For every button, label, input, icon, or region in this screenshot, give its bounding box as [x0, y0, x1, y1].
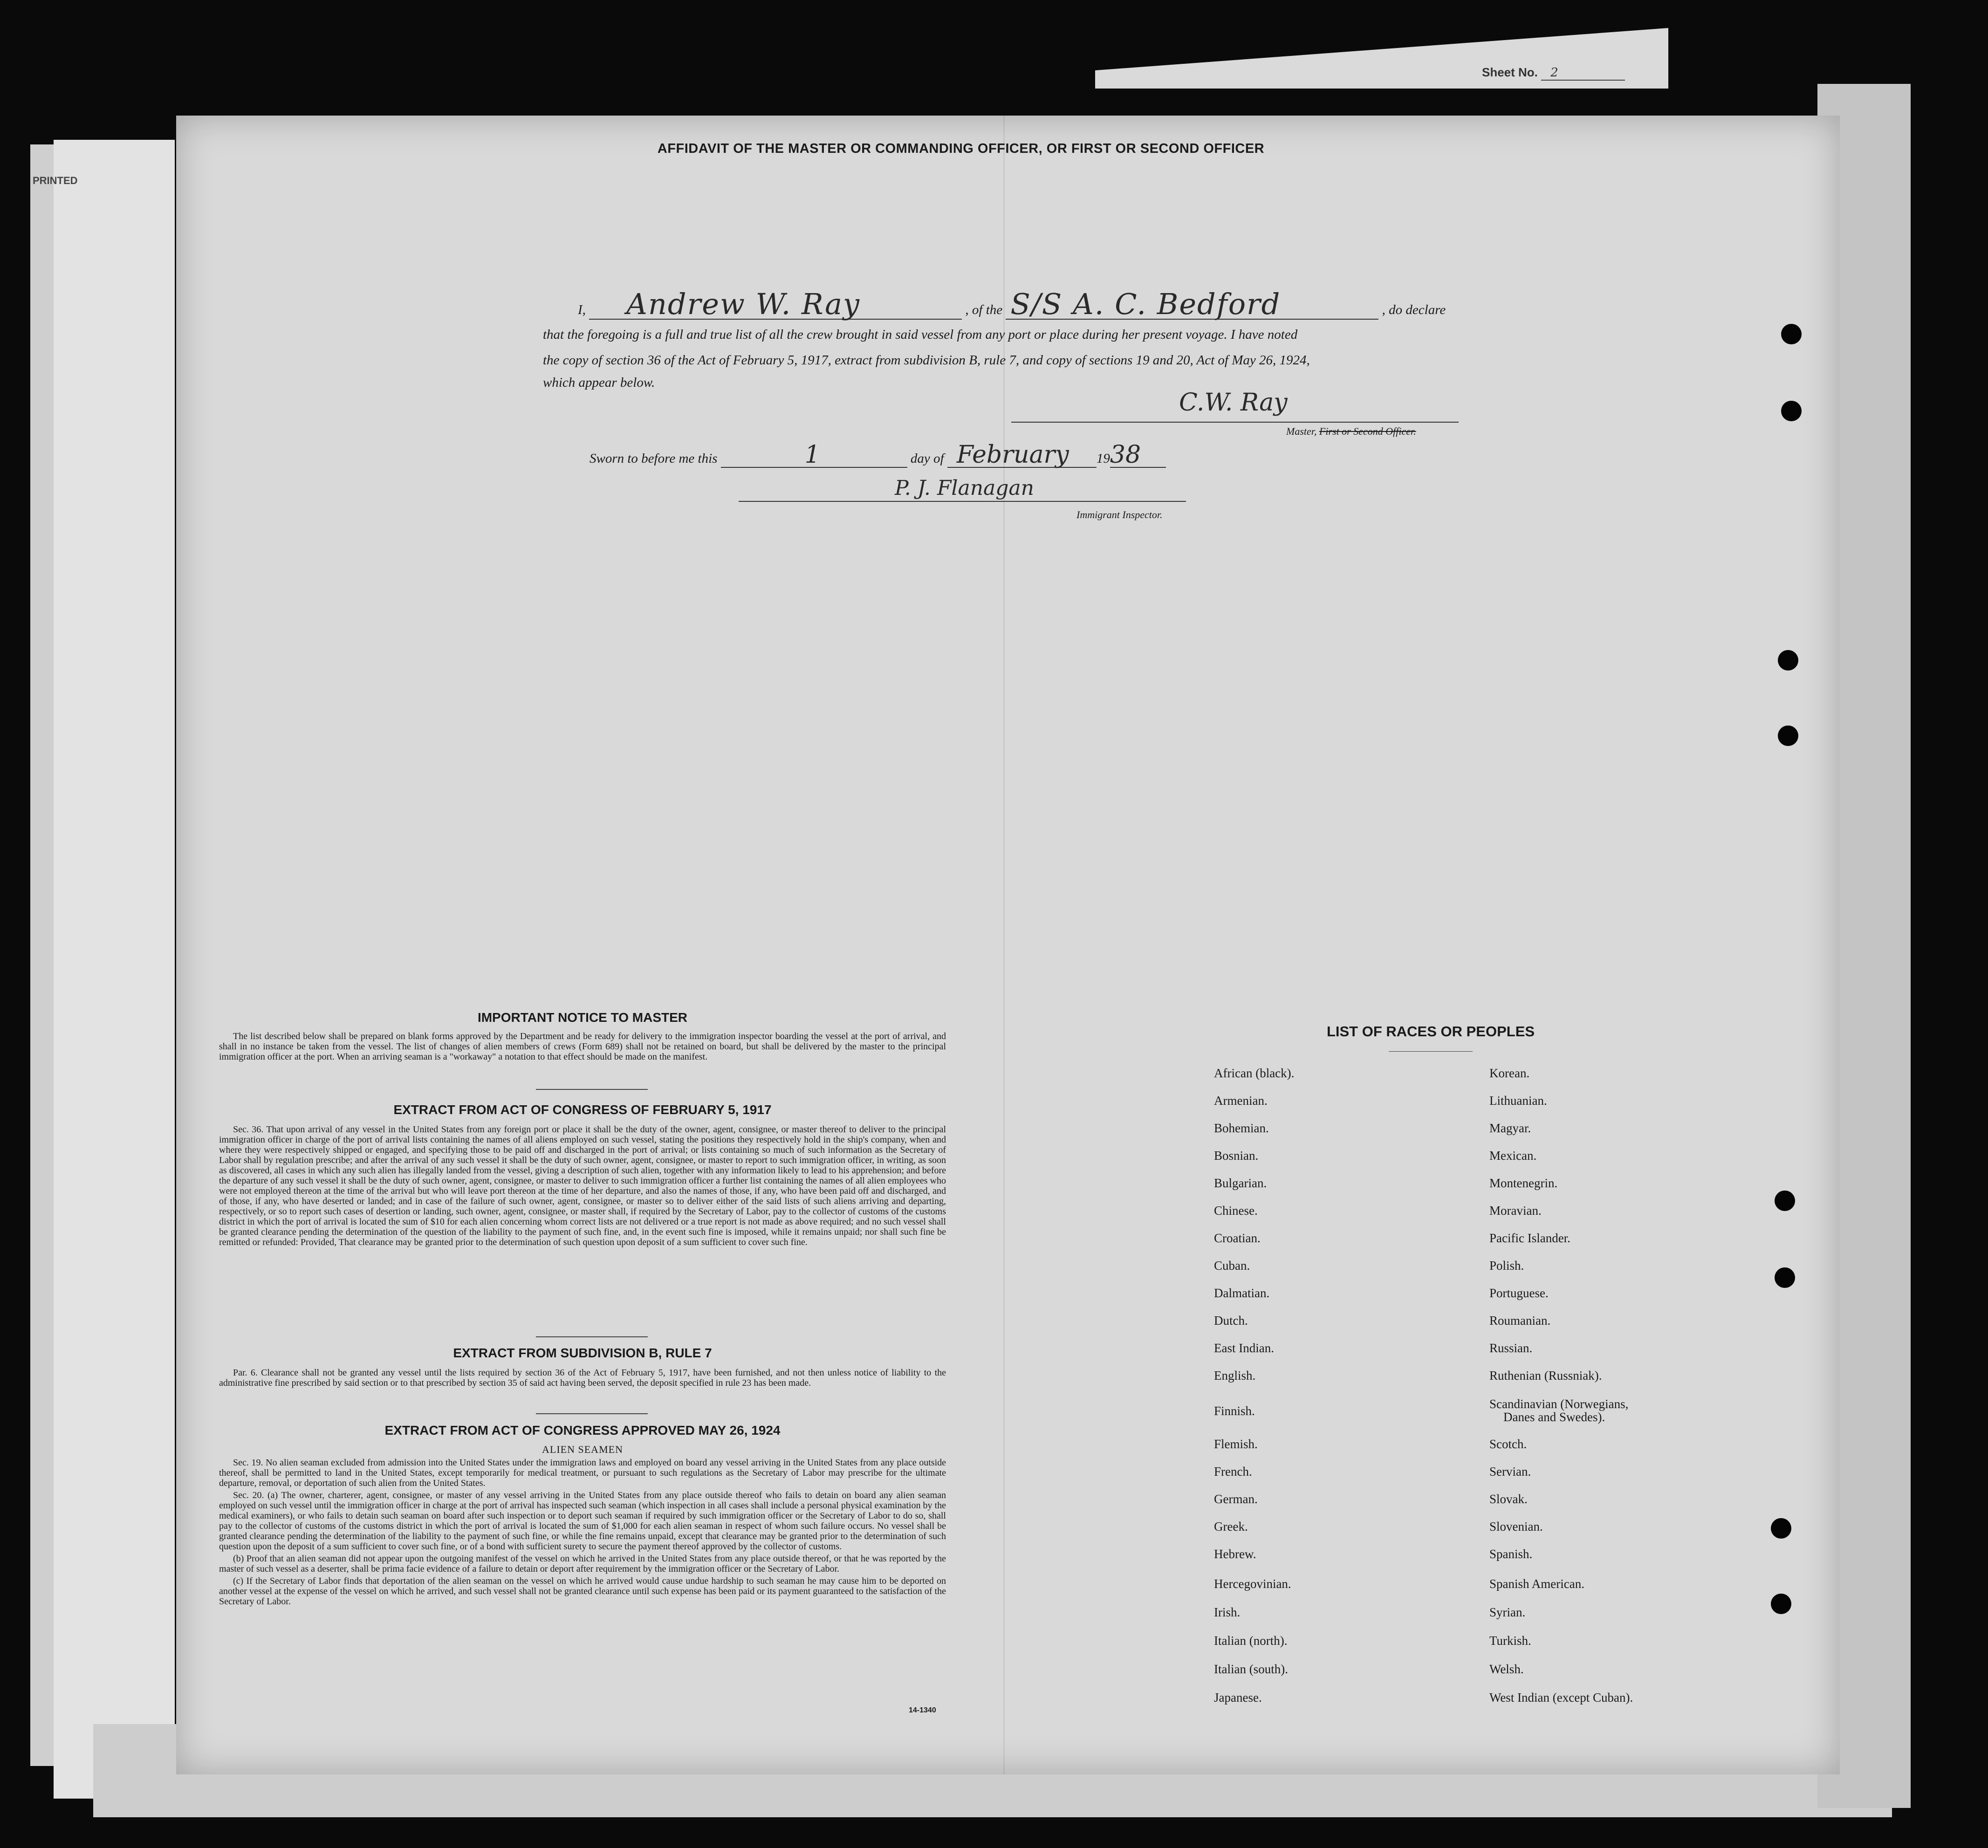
race-item: Pacific Islander.	[1489, 1231, 1570, 1245]
race-item: Hebrew.	[1214, 1547, 1256, 1561]
printed-stub-text: PRINTED	[33, 175, 78, 186]
race-item: African (black).	[1214, 1066, 1295, 1080]
race-item: Mexican.	[1489, 1149, 1537, 1163]
race-item: Polish.	[1489, 1259, 1524, 1273]
affidavit-line-3: the copy of section 36 of the Act of February 5, 1917, extract from subdivision B, rule 7, and copy of sections 19 and 20, Act of May 26, 1924,	[543, 353, 1310, 368]
back-sheet-left-edge	[54, 140, 175, 1799]
signature-caption-master: Master,	[1286, 425, 1317, 437]
extract-rule7-text	[219, 1368, 946, 1390]
race-item: Slovenian.	[1489, 1519, 1543, 1533]
race-item: Dutch.	[1214, 1314, 1248, 1328]
race-item: Roumanian.	[1489, 1314, 1551, 1328]
race-item: Bulgarian.	[1214, 1176, 1267, 1190]
race-item: Slovak.	[1489, 1492, 1528, 1506]
extract-1924-text	[219, 1458, 946, 1608]
notice-title: IMPORTANT NOTICE TO MASTER	[477, 1010, 688, 1025]
race-item: Moravian.	[1489, 1204, 1542, 1218]
sec-20c-paragraph: (c) If the Secretary of Labor finds that deportation of the alien seaman on the vessel on which he arrived would cause undue hardship to such seaman he may cause him to be deported on another vessel at the expense of the vessel on which he arrived, and such vessel shall not be granted clearance until such expense has been paid or its payment guaranteed to the satisfaction of the Secretary of Labor.	[219, 1576, 946, 1607]
sheet-number-value: 2	[1541, 66, 1625, 81]
sec-19-paragraph: Sec. 19. No alien seaman excluded from admission into the United States under the immigration laws and employed on board any vessel arriving in the United States from any place outside thereof, shall be permitted to land in the United States, except temporarily for medical treatment, or pursuant to such regulations as the Secretary of Labor may prescribe for the ultimate departure, removal, or deportation of such alien from the United States.	[219, 1458, 946, 1488]
race-item: Spanish American.	[1489, 1577, 1584, 1591]
race-item: East Indian.	[1214, 1341, 1274, 1355]
race-item-continuation: Danes and Swedes).	[1503, 1410, 1605, 1424]
affidavit-prefix: I,	[578, 302, 586, 317]
inspector-caption: Immigrant Inspector.	[1076, 509, 1163, 520]
race-item: Japanese.	[1214, 1691, 1262, 1704]
race-item: Lithuanian.	[1489, 1094, 1547, 1108]
master-signature-caption	[1286, 425, 1416, 438]
affidavit-do-declare: , do declare	[1382, 302, 1446, 317]
section-divider	[536, 1089, 648, 1090]
section-divider	[536, 1413, 648, 1414]
race-item: Montenegrin.	[1489, 1176, 1558, 1190]
notice-text	[219, 1031, 946, 1064]
par-6-paragraph: Par. 6. Clearance shall not be granted any vessel until the lists required by section 36 of the Act of February 5, 1917, have been furnished, and not then unless notice of liability to the administrative fine prescribed by said section or to that prescribed by section 35 of said act having been served, the deposit specified in rule 23 has been made.	[219, 1368, 946, 1388]
race-item: Ruthenian (Russniak).	[1489, 1369, 1602, 1383]
race-item: Korean.	[1489, 1066, 1530, 1080]
punch-hole	[1775, 1191, 1795, 1211]
race-item: Italian (south).	[1214, 1662, 1288, 1676]
affidavit-of-the: , of the	[965, 302, 1003, 317]
extract-1917-title: EXTRACT FROM ACT OF CONGRESS OF FEBRUARY 5, 1917	[393, 1102, 772, 1117]
race-item: Flemish.	[1214, 1437, 1258, 1451]
sheet-number-label: Sheet No.	[1482, 65, 1538, 79]
race-item: Bosnian.	[1214, 1149, 1259, 1163]
affidavit-line-1	[578, 287, 1446, 321]
races-divider	[1389, 1051, 1473, 1052]
master-signature-line	[1011, 422, 1459, 423]
race-item: Bohemian.	[1214, 1121, 1269, 1135]
race-item: Spanish.	[1489, 1547, 1533, 1561]
sheet-number	[1482, 65, 1625, 81]
race-item: Magyar.	[1489, 1121, 1531, 1135]
race-item: Portuguese.	[1489, 1286, 1549, 1300]
sec-36-paragraph: Sec. 36. That upon arrival of any vessel in the United States from any foreign port or place it shall be the duty of the owner, agent, consignee, or master thereof to deliver to the principal immigration officer in charge of the port of arrival lists containing the names of all aliens employed on such vessel, stating the positions they respectively hold in the ship's company, when and where they were respectively shipped or engaged, and specifying those to be paid off and discharged in the port of arrival; or lists containing so much of such information as the Secretary of Labor shall by regulation prescribe; and after the arrival of any such vessel it shall be the duty of such owner, agent, consignee, or master to report to such immigration officer, in writing, as soon as discovered, all cases in which any such alien has illegally landed from the vessel, giving a description of such alien, together with any information likely to lead to his apprehension; and before the departure of any such vessel it shall be the duty of such owner, agent, consignee, or master to deliver to such immigration officer a further list containing the names of all alien employees who were not employed thereon at the time of the arrival but who will leave port thereon at the time of her departure, and also the names of those, if any, who have been paid off and discharged, and of those, if any, who have deserted or landed; and in case of the failure of such owner, agent, consignee, or master so to deliver either of the said lists of such aliens arriving and departing, respectively, or so to report such cases of desertion or landing, such owner, agent, consignee, or master shall, if required by the Secretary of Labor, pay to the collector of customs of the customs district in which the port of arrival is located the sum of $10 for each alien concerning whom correct lists are not delivered or a true report is not made as above required; and no such vessel shall be granted clearance pending the determination of the question of the liability to the payment of such fine, and, in the event such fine is imposed, while it remains unpaid; nor shall such fine be remitted or refunded: Provided, That clearance may be granted prior to the determination of such question upon deposit of a sum sufficient to cover such fine.	[219, 1124, 946, 1247]
race-item: Syrian.	[1489, 1605, 1526, 1619]
race-item: West Indian (except Cuban).	[1489, 1691, 1633, 1704]
race-item: Scandinavian (Norwegians,	[1489, 1397, 1629, 1411]
vessel-name: S/S A. C. Bedford	[1006, 290, 1378, 320]
punch-hole	[1778, 726, 1798, 746]
sworn-year-prefix: 19	[1096, 451, 1110, 466]
master-signature: C.W. Ray	[1179, 389, 1288, 417]
sec-20a-paragraph: Sec. 20. (a) The owner, charterer, agent, consignee, or master of any vessel arriving in the United States from any place outside thereof who fails to detain on board any alien seaman employed on such vessel until the immigration officer in charge at the port of arrival has inspected such seaman (which inspection in all cases shall include a personal physical examination by the medical examiners), or who fails to detain such seaman on board after such inspection or to deport such seaman if required by such immigration officer or the Secretary of Labor to do so, shall pay to the collector of customs of the customs district in which the port of arrival is located the sum of $1,000 for each alien seaman in respect of whom such failure occurs. No vessel shall be granted clearance pending the determination of the liability to the payment of such fine, or while the fine remains unpaid, except that clearance may be granted prior to the determination of such question upon the deposit of a sum sufficient to cover such fine, or of a bond with sufficient surety to secure the payment thereof approved by the collector of customs.	[219, 1490, 946, 1552]
punch-hole	[1775, 1267, 1795, 1288]
race-item: Chinese.	[1214, 1204, 1258, 1218]
race-item: Dalmatian.	[1214, 1286, 1270, 1300]
race-item: Croatian.	[1214, 1231, 1261, 1245]
sworn-year: 38	[1110, 443, 1166, 468]
race-item: Scotch.	[1489, 1437, 1527, 1451]
sworn-day: 1	[721, 443, 907, 468]
race-item: English.	[1214, 1369, 1256, 1383]
affidavit-line-4: which appear below.	[543, 375, 655, 390]
race-item: German.	[1214, 1492, 1258, 1506]
races-title: LIST OF RACES OR PEOPLES	[1326, 1023, 1535, 1040]
race-item: Armenian.	[1214, 1094, 1268, 1108]
affidavit-title: AFFIDAVIT OF THE MASTER OR COMMANDING OFFICER, OR FIRST OR SECOND OFFICER	[657, 141, 1265, 156]
punch-hole	[1781, 324, 1802, 344]
sworn-line	[590, 443, 1166, 468]
race-item: Welsh.	[1489, 1662, 1524, 1676]
section-divider	[536, 1336, 648, 1337]
extract-rule7-title: EXTRACT FROM SUBDIVISION B, RULE 7	[453, 1346, 712, 1360]
race-item: Irish.	[1214, 1605, 1241, 1619]
extract-1924-subtitle: ALIEN SEAMEN	[542, 1444, 623, 1455]
race-item: Finnish.	[1214, 1404, 1255, 1418]
affidavit-line-2: that the foregoing is a full and true list of all the crew brought in said vessel from any port or place during her present voyage. I have noted	[543, 327, 1298, 342]
race-item: Turkish.	[1489, 1634, 1531, 1648]
extract-1917-text	[219, 1124, 946, 1249]
sworn-day-of: day of	[910, 451, 944, 466]
race-item: Servian.	[1489, 1465, 1531, 1478]
extract-1924-title: EXTRACT FROM ACT OF CONGRESS APPROVED MAY 26, 1924	[384, 1423, 781, 1437]
sworn-month: February	[947, 443, 1097, 468]
signature-caption-struck: First or Second Officer.	[1319, 425, 1416, 437]
inspector-signature-line	[739, 501, 1186, 502]
notice-paragraph: The list described below shall be prepared on blank forms approved by the Department and be ready for delivery to the immigration inspector boarding the vessel at the port of arrival, and shall in no instance be taken from the vessel. The list of changes of alien members of crews (Form 689) shall not be retained on board, but shall be delivered by the master to the principal immigration officer at the port. When an arriving seaman is a "workaway" a notation to that effect should be made on the manifest.	[219, 1031, 946, 1062]
race-item: Cuban.	[1214, 1259, 1250, 1273]
punch-hole	[1778, 650, 1798, 671]
master-name: Andrew W. Ray	[589, 290, 962, 320]
punch-hole	[1771, 1594, 1791, 1614]
race-item: Hercegovinian.	[1214, 1577, 1291, 1591]
sworn-prefix: Sworn to before me this	[590, 451, 718, 466]
race-item: Greek.	[1214, 1519, 1248, 1533]
inspector-signature: P. J. Flanagan	[895, 476, 1034, 500]
race-item: French.	[1214, 1465, 1252, 1478]
race-item: Italian (north).	[1214, 1634, 1288, 1648]
sec-20b-paragraph: (b) Proof that an alien seaman did not appear upon the outgoing manifest of the vessel on which he arrived in the United States from any place outside thereof, or that he was reported by the master of such vessel as a deserter, shall be prima facie evidence of a failure to detain or deport after requirement by the immigration officer or the Secretary of Labor.	[219, 1554, 946, 1574]
race-item: Russian.	[1489, 1341, 1533, 1355]
punch-hole	[1781, 401, 1802, 421]
form-number: 14-1340	[909, 1706, 936, 1714]
punch-hole	[1771, 1518, 1791, 1539]
